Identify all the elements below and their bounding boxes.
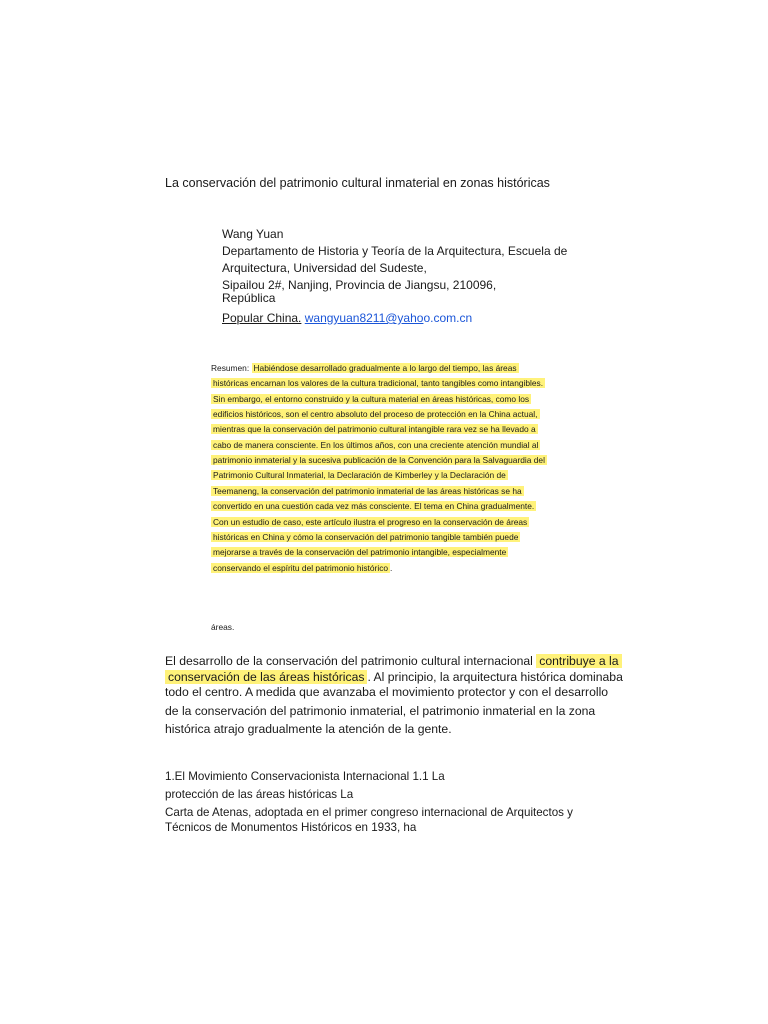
- abstract-text: mientras que la conservación del patrimonio cultural intangible rara vez se ha llevado a: [213, 424, 536, 434]
- abstract-text: históricas en China y cómo la conservación del patrimonio tangible también puede: [213, 532, 519, 542]
- abstract-text: mejorarse a través de la conservación del patrimonio intangible, especialmente: [213, 547, 507, 557]
- abstract-text: edificios históricos, son el centro absoluto del proceso de protección en la China actual,: [213, 409, 538, 419]
- abstract-text: Con un estudio de caso, este artículo ilustra el progreso en la conservación de áreas: [213, 517, 528, 527]
- email-tail: o.com.cn: [423, 311, 473, 325]
- body-line: de la conservación del patrimonio inmaterial, el patrimonio inmaterial en la zona: [165, 704, 596, 718]
- abstract-text: Patrimonio Cultural Inmaterial, la Declaración de Kimberley y la Declaración de: [213, 470, 506, 480]
- abstract-line: [211, 455, 547, 465]
- body-line: histórica atrajo gradualmente la atención de la gente.: [165, 722, 452, 736]
- abstract-text: Habiéndose desarrollado gradualmente a lo largo del tiempo, las áreas: [253, 363, 517, 373]
- abstract-line: [211, 440, 540, 450]
- abstract-label: Resumen:: [211, 363, 250, 373]
- body-text: . Al principio, la arquitectura histórica dominaba: [367, 670, 623, 684]
- document-title: La conservación del patrimonio cultural inmaterial en zonas históricas: [165, 176, 550, 190]
- abstract-line: [211, 424, 538, 434]
- keywords: áreas.: [211, 622, 235, 632]
- body-line: [165, 654, 622, 668]
- author-name: Wang Yuan: [222, 227, 284, 241]
- section-line: Técnicos de Monumentos Históricos en 1933, ha: [165, 821, 417, 834]
- abstract-text: históricas encarnan los valores de la cultura tradicional, tanto tangibles como intangibles.: [213, 378, 544, 388]
- abstract-line: [211, 501, 536, 511]
- abstract-end: .: [390, 563, 393, 573]
- body-text: El desarrollo de la conservación del patrimonio cultural internacional: [165, 654, 533, 668]
- body-line: [165, 670, 623, 684]
- body-highlight: contribuye a la: [536, 654, 621, 668]
- abstract-line: [211, 378, 545, 388]
- author-country: República: [222, 291, 276, 305]
- section-line: protección de las áreas históricas La: [165, 788, 354, 801]
- abstract-text: cabo de manera consciente. En los últimos años, con una creciente atención mundial al: [213, 440, 539, 450]
- author-email-line: [222, 311, 472, 325]
- abstract-text: conservando el espíritu del patrimonio histórico: [213, 563, 389, 573]
- section-line: Carta de Atenas, adoptada en el primer congreso internacional de Arquitectos y: [165, 806, 573, 819]
- section-heading: 1.El Movimiento Conservacionista Internacional 1.1 La: [165, 770, 445, 783]
- abstract-line: [211, 409, 540, 419]
- author-school: Arquitectura, Universidad del Sudeste,: [222, 261, 427, 275]
- abstract-line: [211, 547, 508, 557]
- body-highlight: conservación de las áreas históricas: [165, 670, 367, 684]
- abstract-line: [211, 486, 524, 496]
- abstract-text: Sin embargo, el entorno construido y la cultura material en áreas históricas, como los: [213, 394, 530, 404]
- abstract-text: Teemaneng, la conservación del patrimonio inmaterial de las áreas históricas se ha: [213, 486, 522, 496]
- affiliation-end: Popular China.: [222, 311, 302, 325]
- abstract-text: patrimonio inmaterial y la sucesiva publicación de la Convención para la Salvaguardia del: [213, 455, 545, 465]
- abstract-line: [211, 394, 531, 404]
- abstract-line: [211, 563, 392, 573]
- abstract-text: convertido en una cuestión cada vez más consciente. El tema en China gradualmente.: [213, 501, 535, 511]
- abstract-line: [211, 470, 508, 480]
- author-address: Sipailou 2#, Nanjing, Provincia de Jiangsu, 210096,: [222, 278, 497, 292]
- email-link[interactable]: wangyuan8211@yaho: [304, 311, 424, 325]
- abstract-line: [211, 532, 520, 542]
- author-department: Departamento de Historia y Teoría de la Arquitectura, Escuela de: [222, 244, 568, 258]
- abstract-line: [211, 517, 529, 527]
- body-line: todo el centro. A medida que avanzaba el movimiento protector y con el desarrollo: [165, 685, 609, 699]
- abstract-line: [211, 363, 519, 373]
